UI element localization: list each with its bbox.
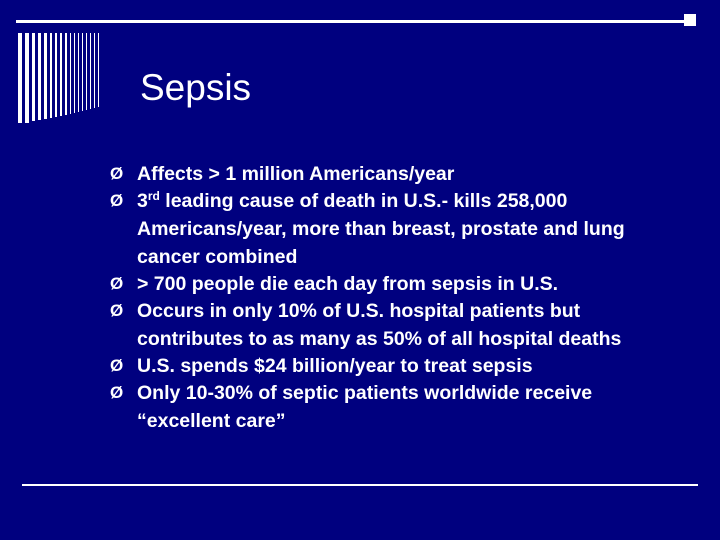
ordinal-superscript: rd bbox=[147, 189, 160, 203]
top-rule-decoration bbox=[16, 20, 696, 23]
arrow-bullet-icon: Ø bbox=[110, 301, 124, 320]
arrow-bullet-icon: Ø bbox=[110, 356, 124, 375]
slide-title: Sepsis bbox=[140, 67, 252, 108]
bullet-text: U.S. spends $24 billion/year to treat sepsis bbox=[137, 355, 533, 377]
comb-bar bbox=[70, 33, 71, 114]
comb-bar bbox=[82, 33, 83, 111]
comb-bar bbox=[50, 33, 52, 118]
arrow-bullet-icon: Ø bbox=[110, 274, 124, 293]
bullet-item bbox=[110, 379, 670, 435]
bottom-rule-decoration bbox=[22, 484, 698, 486]
bullet-text: Affects > 1 million Americans/year bbox=[137, 163, 455, 185]
comb-bar bbox=[18, 33, 22, 123]
bullet-item bbox=[110, 160, 670, 188]
bullet-item bbox=[110, 297, 670, 353]
comb-bar bbox=[38, 33, 41, 120]
bullet-text: Only 10-30% of septic patients worldwide receive “excellent care” bbox=[137, 382, 593, 432]
bullet-text: leading cause of death in U.S.- kills 258,000 Americans/year, more than breast, prostate and lung cancer combined bbox=[137, 190, 625, 268]
comb-bar bbox=[98, 33, 99, 107]
bullet-text-ordinal: 3 bbox=[137, 190, 148, 212]
comb-bar bbox=[25, 33, 29, 123]
comb-bar bbox=[86, 33, 87, 110]
comb-bar bbox=[94, 33, 95, 108]
comb-bar bbox=[60, 33, 62, 116]
comb-bar bbox=[55, 33, 57, 117]
arrow-bullet-icon: Ø bbox=[110, 383, 124, 402]
bullet-text: Occurs in only 10% of U.S. hospital patients but contributes to as many as 50% of all hospital deaths bbox=[137, 300, 622, 350]
bullet-item bbox=[110, 270, 670, 298]
comb-bar bbox=[32, 33, 35, 121]
comb-bar bbox=[74, 33, 75, 113]
bullet-text: > 700 people die each day from sepsis in U.S. bbox=[137, 273, 559, 295]
bullet-item bbox=[110, 187, 670, 271]
arrow-bullet-icon: Ø bbox=[110, 164, 124, 183]
bullet-list bbox=[110, 160, 670, 434]
comb-bar bbox=[78, 33, 79, 112]
arrow-bullet-icon: Ø bbox=[110, 191, 124, 210]
comb-bar bbox=[90, 33, 91, 109]
comb-bar bbox=[44, 33, 47, 119]
bullet-item bbox=[110, 352, 670, 380]
comb-bar bbox=[65, 33, 67, 115]
